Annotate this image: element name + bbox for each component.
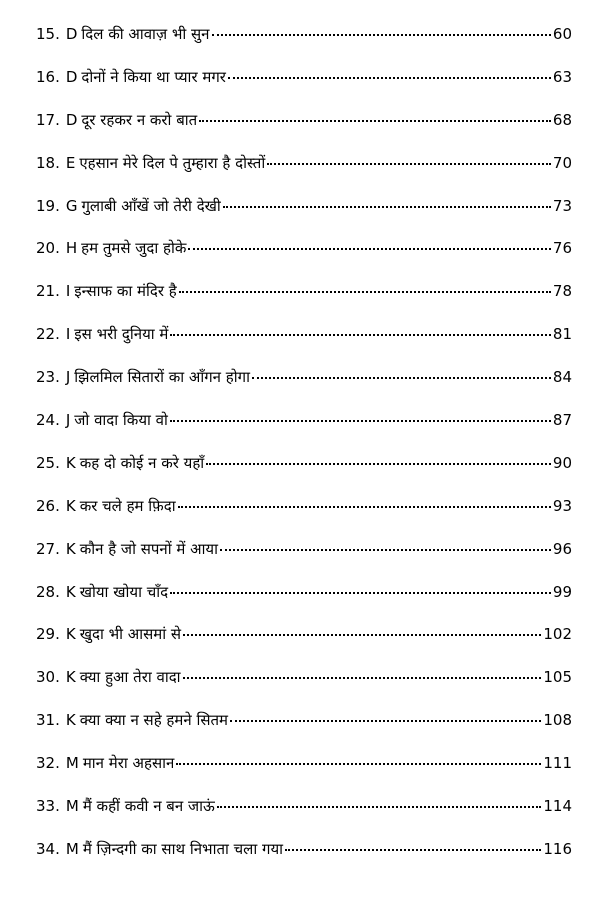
entry-number: 17. [36,110,60,129]
entry-title: कर चले हम फ़िदा [79,496,176,515]
entry-index-letter: J [65,368,71,387]
entry-title: क्या हुआ तेरा वादा [79,668,181,687]
toc-entry[interactable] [36,539,572,582]
entry-page-number: 70 [552,153,572,172]
toc-entry[interactable] [36,324,572,367]
entry-page-number: 73 [552,196,572,215]
toc-entry[interactable] [36,24,572,67]
dot-leader [176,762,541,765]
entry-number: 22. [36,325,60,344]
entry-number: 26. [36,496,60,515]
entry-page-number: 108 [543,711,572,730]
dot-leader [179,290,551,293]
entry-title: खोया खोया चाँद [79,582,169,601]
toc-entry[interactable] [36,153,572,196]
entry-title: मैं ज़िन्दगी का साथ निभाता चला गया [82,839,284,858]
entry-number: 20. [36,239,60,258]
dot-leader [170,419,551,422]
entry-page-number: 114 [543,797,572,816]
entry-title: मैं कहीं कवी न बन जाऊं [82,797,215,816]
entry-title: मान मेरा अहसान [82,754,175,773]
entry-page-number: 78 [552,282,572,301]
dot-leader [188,247,551,250]
entry-index-letter: M [65,797,79,816]
entry-page-number: 60 [552,25,572,43]
entry-number: 24. [36,411,60,430]
dot-leader [285,848,541,851]
dot-leader [220,548,551,551]
toc-entry[interactable] [36,667,572,710]
entry-index-letter: D [65,25,78,43]
toc-entry[interactable] [36,582,572,625]
entry-index-letter: K [65,496,76,515]
entry-index-letter: G [65,196,78,215]
table-of-contents [36,24,572,882]
entry-index-letter: I [65,282,71,301]
dot-leader [170,333,551,336]
entry-title: क्या क्या न सहे हमने सितम [79,711,228,730]
entry-page-number: 87 [552,411,572,430]
dot-leader [183,633,541,636]
entry-title: दोनों ने किया था प्यार मगर [81,67,226,86]
entry-index-letter: H [65,239,78,258]
entry-title: कह दो कोई न करे यहाँ [79,453,205,472]
entry-title: कौन है जो सपनों में आया [79,539,219,558]
entry-page-number: 102 [543,625,572,644]
dot-leader [217,805,542,808]
entry-number: 30. [36,668,60,687]
dot-leader [267,162,551,165]
entry-index-letter: D [65,67,78,86]
toc-entry[interactable] [36,238,572,281]
entry-page-number: 96 [552,539,572,558]
entry-index-letter: M [65,839,79,858]
entry-number: 29. [36,625,60,644]
entry-page-number: 105 [543,668,572,687]
entry-title: दूर रहकर न करो बात [81,110,198,129]
dot-leader [252,376,551,379]
toc-entry[interactable] [36,67,572,110]
entry-index-letter: J [65,411,71,430]
entry-page-number: 111 [543,754,572,773]
entry-number: 19. [36,196,60,215]
entry-title: इन्साफ का मंदिर है [74,282,177,301]
dot-leader [206,462,551,465]
toc-entry[interactable] [36,196,572,239]
entry-page-number: 99 [552,582,572,601]
entry-title: दिल की आवाज़ भी सुन [81,25,210,43]
entry-number: 16. [36,67,60,86]
entry-number: 23. [36,368,60,387]
entry-number: 33. [36,797,60,816]
dot-leader [170,591,551,594]
entry-page-number: 81 [552,325,572,344]
toc-entry[interactable] [36,710,572,753]
entry-number: 21. [36,282,60,301]
toc-entry[interactable] [36,753,572,796]
entry-index-letter: E [65,153,76,172]
entry-title: गुलाबी आँखें जो तेरी देखी [81,196,221,215]
toc-entry[interactable] [36,410,572,453]
entry-title: हम तुमसे जुदा होके [81,239,187,258]
dot-leader [183,676,542,679]
entry-number: 28. [36,582,60,601]
entry-index-letter: I [65,325,71,344]
toc-entry[interactable] [36,839,572,882]
entry-number: 32. [36,754,60,773]
entry-page-number: 68 [552,110,572,129]
entry-index-letter: K [65,668,76,687]
entry-title: इस भरी दुनिया में [74,325,169,344]
entry-page-number: 63 [552,67,572,86]
dot-leader [199,119,551,122]
toc-entry[interactable] [36,281,572,324]
dot-leader [212,33,551,36]
entry-index-letter: K [65,582,76,601]
entry-number: 18. [36,153,60,172]
toc-entry[interactable] [36,624,572,667]
entry-page-number: 84 [552,368,572,387]
entry-index-letter: K [65,453,76,472]
dot-leader [178,505,551,508]
entry-index-letter: K [65,711,76,730]
entry-number: 31. [36,711,60,730]
entry-page-number: 76 [552,239,572,258]
entry-index-letter: D [65,110,78,129]
entry-page-number: 116 [543,839,572,858]
toc-entry[interactable] [36,796,572,839]
entry-page-number: 90 [552,453,572,472]
entry-index-letter: M [65,754,79,773]
toc-entry[interactable] [36,367,572,410]
toc-entry[interactable] [36,496,572,539]
dot-leader [228,76,551,79]
entry-index-letter: K [65,625,76,644]
entry-title: खुदा भी आसमां से [79,625,182,644]
dot-leader [223,205,551,208]
entry-page-number: 93 [552,496,572,515]
entry-title: झिलमिल सितारों का आँगन होगा [74,368,250,387]
entry-title: एहसान मेरे दिल पे तुम्हारा है दोस्तों [79,153,266,172]
entry-number: 34. [36,839,60,858]
toc-entry[interactable] [36,110,572,153]
entry-number: 25. [36,453,60,472]
entry-title: जो वादा किया वो [74,411,168,430]
toc-entry[interactable] [36,453,572,496]
entry-number: 27. [36,539,60,558]
entry-number: 15. [36,25,60,43]
entry-index-letter: K [65,539,76,558]
dot-leader [230,719,541,722]
